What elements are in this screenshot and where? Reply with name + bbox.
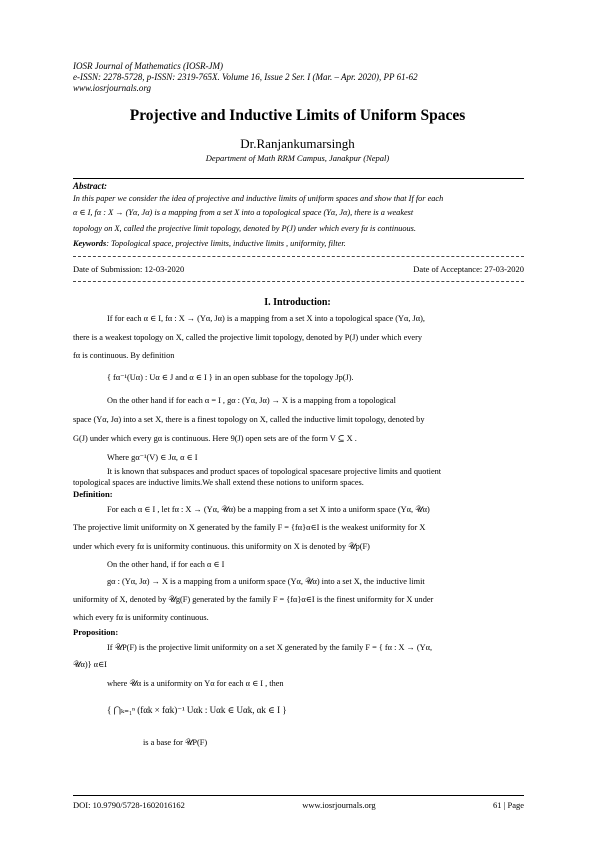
body-line: G(J) under which every gα is continuous. Here 9(J) open sets are of the form V ⊆ X . — [73, 434, 357, 443]
body-line: where 𝒰α is a uniformity on Yα for each α ∈ I , then — [107, 679, 284, 688]
body-line: If 𝒰P(F) is the projective limit uniformity on a set X generated by the family F = { fα : X → (Yα, — [107, 643, 433, 652]
keywords-text: : Topological space, projective limits, inductive limits , uniformity, filter. — [106, 239, 346, 248]
body-line: Where gα⁻¹(V) ∈ Jα, α ∈ I — [107, 453, 198, 462]
body-line: It is known that subspaces and product spaces of topological spacesare projective limits and quotient — [107, 467, 442, 476]
journal-name: IOSR Journal of Mathematics (IOSR-JM) — [73, 61, 223, 71]
body-line: For each α ∈ I , let fα : X → (Yα, 𝒰α) be a mapping from a set X into a uniform space (Yα, 𝒰α) — [107, 505, 430, 514]
footer-site[interactable]: www.iosrjournals.org — [302, 800, 376, 810]
divider-top — [73, 178, 524, 179]
doi: DOI: 10.9790/5728-1602016162 — [73, 800, 185, 810]
formula-base: { ⋂ₖ₌₁ⁿ (fαk × fαk)⁻¹ Uαk : Uαk ∈ Uαk, αk ∈ I } — [107, 705, 287, 715]
body-line: On the other hand, if for each α ∈ I — [107, 560, 225, 569]
body-line: topological spaces are inductive limits.We shall extend these notions to uniform spaces. — [73, 478, 364, 487]
abstract-line-1: In this paper we consider the idea of projective and inductive limits of uniform spaces and show that If for each — [73, 194, 444, 203]
footer-rule — [73, 795, 524, 796]
body-line: The projective limit uniformity on X generated by the family F = {fα}α∈I is the weakest uniformity for X — [73, 523, 426, 532]
body-line: On the other hand if for each α = I , gα : (Yα, Jα) → X is a mapping from a topological — [107, 396, 396, 405]
body-line: is a base for 𝒰P(F) — [143, 738, 208, 747]
divider-dashed-2 — [73, 281, 524, 282]
abstract-label: Abstract: — [73, 181, 108, 191]
body-line: space (Yα, Jα) into a set X, there is a finest topology on X, called the inductive limit topology, denoted by — [73, 415, 425, 424]
journal-site[interactable]: www.iosrjournals.org — [73, 83, 152, 93]
body-line: { fα⁻¹(Uα) : Uα ∈ J and α ∈ I } in an open subbase for the topology Jp(J). — [107, 373, 354, 382]
department: Department of Math RRM Campus, Janakpur (Nepal) — [205, 153, 390, 163]
body-line: fα is continuous. By definition — [73, 351, 175, 360]
body-line: which every fα is uniformity continuous. — [73, 613, 209, 622]
acceptance-date: Date of Acceptance: 27-03-2020 — [413, 264, 524, 274]
body-line: gα : (Yα, Jα) → X is a mapping from a uniform space (Yα, 𝒰α) into a set X, the inductive limit — [107, 577, 425, 586]
abstract-line-2: α ∈ I, fα : X → (Yα, Jα) is a mapping from a set X into a topological space (Yα, Jα), there is a weakest — [73, 208, 414, 217]
section-heading: I. Introduction: — [264, 297, 331, 308]
submission-date: Date of Submission: 12-03-2020 — [73, 264, 185, 274]
keywords — [73, 238, 524, 249]
body-line: under which every fα is uniformity continuous. this uniformity on X is denoted by 𝒰p(F) — [73, 542, 370, 551]
body-line: If for each α ∈ I, fα : X → (Yα, Jα) is a mapping from a set X into a topological space (Yα, Jα), — [107, 314, 425, 323]
page-number: 61 | Page — [493, 800, 524, 810]
dates-row — [73, 264, 524, 274]
author-name: Dr.Ranjankumarsingh — [240, 136, 355, 151]
body-line: there is a weakest topology on X, called the projective limit topology, denoted by P(J) under which every — [73, 333, 422, 342]
issn-line: e-ISSN: 2278-5728, p-ISSN: 2319-765X. Volume 16, Issue 2 Ser. I (Mar. – Apr. 2020), PP 61-62 — [73, 72, 418, 82]
body-line: uniformity of X, denoted by 𝒰g(F) generated by the family F = {fα}α∈I is the finest uniformity for X under — [73, 595, 434, 604]
proposition-label: Proposition: — [73, 627, 119, 637]
divider-dashed-1 — [73, 256, 524, 257]
keywords-label: Keywords — [73, 239, 107, 248]
page-footer — [73, 800, 524, 810]
paper-title: Projective and Inductive Limits of Uniform Spaces — [129, 107, 466, 124]
body-line: 𝒰α)} α∈I — [73, 660, 107, 669]
definition-label: Definition: — [73, 489, 113, 499]
abstract-line-3: topology on X, called the projective limit topology, denoted by P(J) under which every fα is continuous. — [73, 224, 416, 233]
